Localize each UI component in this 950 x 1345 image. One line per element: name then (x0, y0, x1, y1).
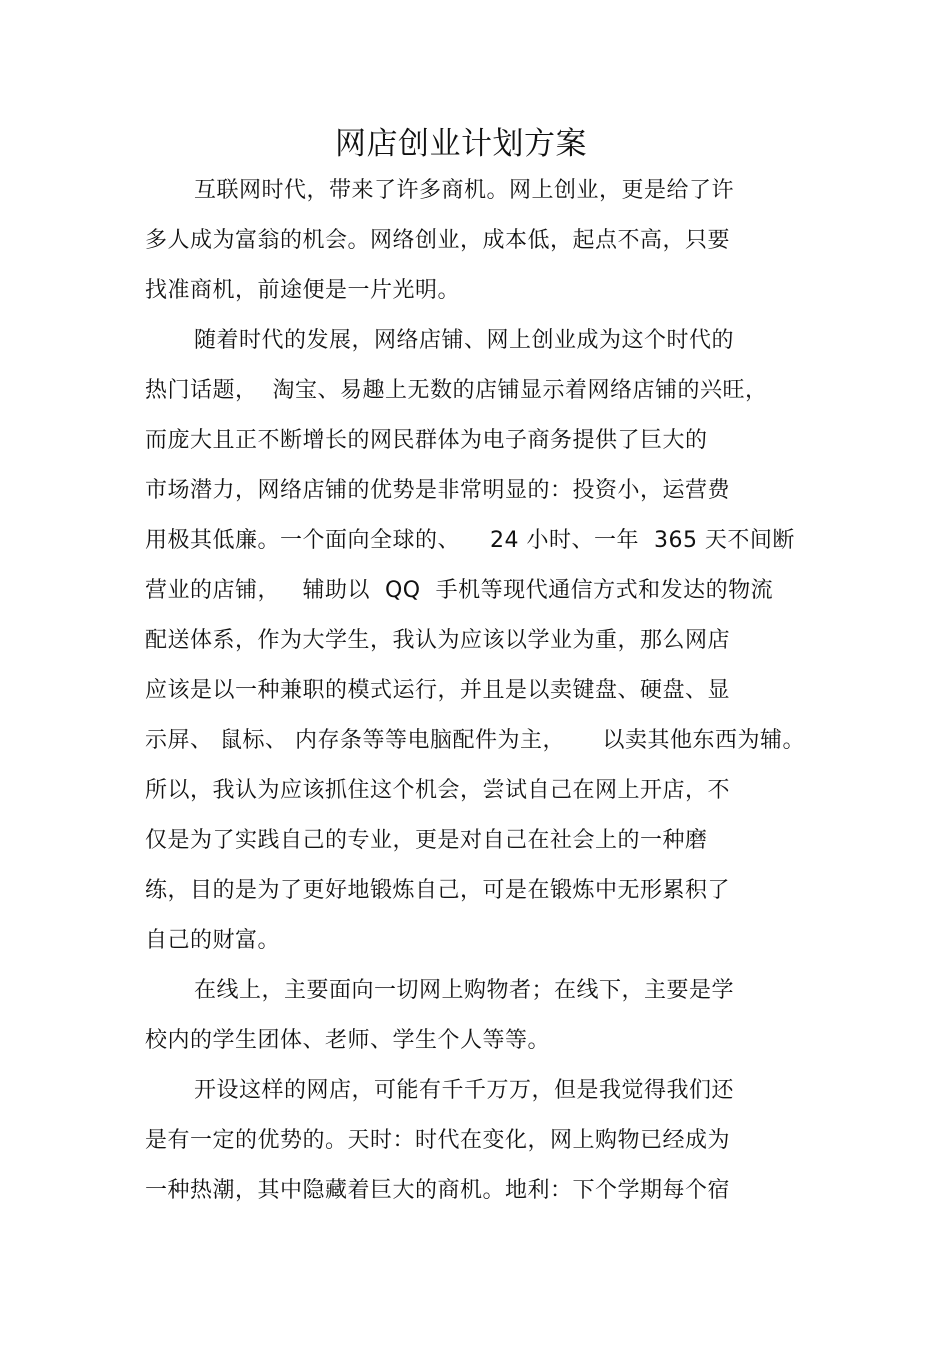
paragraph-line: 所以，我认为应该抓住这个机会，尝试自己在网上开店，不 (145, 778, 731, 803)
paragraph-line: 多人成为富翁的机会。网络创业，成本低，起点不高，只要 (145, 228, 731, 253)
paragraph-line: 找准商机，前途便是一片光明。 (145, 278, 461, 303)
paragraph-line: 应该是以一种兼职的模式运行，并且是以卖键盘、硬盘、显 (145, 678, 731, 703)
paragraph-line: 自己的财富。 (145, 928, 281, 953)
paragraph-line: 互联网时代，带来了许多商机。网上创业，更是给了许 (194, 178, 735, 203)
paragraph-line: 市场潜力，网络店铺的优势是非常明显的：投资小，运营费 (145, 478, 731, 503)
paragraph-line: 练，目的是为了更好地锻炼自己，可是在锻炼中无形累积了 (145, 878, 731, 903)
paragraph-line: 用极其低廉。一个面向全球的、 24 小时、一年 365 天不间断 (145, 528, 795, 553)
paragraph-line: 在线上，主要面向一切网上购物者；在线下，主要是学 (194, 978, 735, 1003)
paragraph-line: 示屏、 鼠标、 内存条等等电脑配件为主， 以卖其他东西为辅。 (145, 728, 805, 753)
paragraph-line: 营业的店铺， 辅助以 QQ 手机等现代通信方式和发达的物流 (145, 578, 774, 603)
paragraph-line: 是有一定的优势的。天时：时代在变化，网上购物已经成为 (145, 1128, 731, 1153)
paragraph-line: 仅是为了实践自己的专业，更是对自己在社会上的一种磨 (145, 828, 708, 853)
document-title: 网店创业计划方案 (335, 126, 587, 162)
paragraph-line: 校内的学生团体、老师、学生个人等等。 (145, 1028, 551, 1053)
paragraph-line: 开设这样的网店，可能有千千万万，但是我觉得我们还 (194, 1078, 735, 1103)
paragraph-line: 一种热潮，其中隐藏着巨大的商机。地利：下个学期每个宿 (145, 1178, 731, 1203)
paragraph-line: 随着时代的发展，网络店铺、网上创业成为这个时代的 (194, 328, 735, 353)
paragraph-line: 而庞大且正不断增长的网民群体为电子商务提供了巨大的 (145, 428, 708, 453)
paragraph-line: 配送体系，作为大学生，我认为应该以学业为重，那么网店 (145, 628, 731, 653)
paragraph-line: 热门话题， 淘宝、易趣上无数的店铺显示着网络店铺的兴旺， (145, 378, 768, 403)
